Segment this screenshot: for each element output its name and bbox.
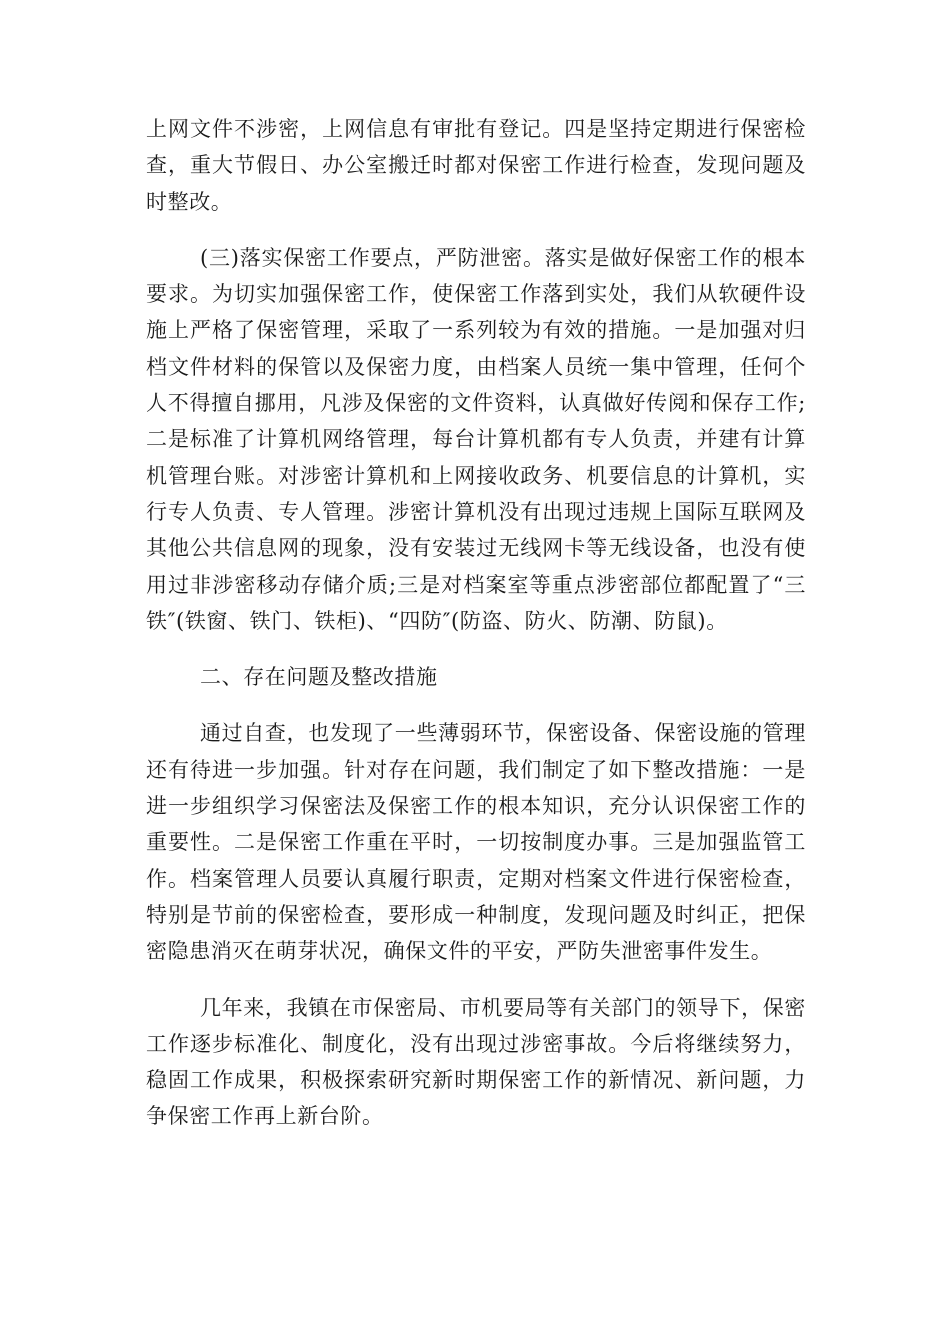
document-page [146, 111, 806, 1135]
paragraph-self-inspection: 通过自查，也发现了一些薄弱环节，保密设备、保密设施的管理还有待进一步加强。针对存在问题，我们制定了如下整改措施：一是进一步组织学习保密法及保密工作的根本知识，充分认识保密工作的重要性。二是保密工作重在平时，一切按制度办事。三是加强监管工作。档案管理人员要认真履行职责，定期对档案文件进行保密检查，特别是节前的保密检查，要形成一种制度，发现问题及时纠正，把保密隐患消灭在萌芽状况，确保文件的平安，严防失泄密事件发生。 [146, 721, 806, 964]
paragraph-section-three: (三)落实保密工作要点，严防泄密。落实是做好保密工作的根本要求。为切实加强保密工作，使保密工作落到实处，我们从软硬件设施上严格了保密管理，采取了一系列较为有效的措施。一是加强对归档文件材料的保管以及保密力度，由档案人员统一集中管理，任何个人不得擅自挪用，凡涉及保密的文件资料，认真做好传阅和保存工作;二是标准了计算机网络管理，每台计算机都有专人负责，并建有计算机管理台账。对涉密计算机和上网接收政务、机要信息的计算机，实行专人负责、专人管理。涉密计算机没有出现过违规上国际互联网及其他公共信息网的现象，没有安装过无线网卡等无线设备，也没有使用过非涉密移动存储介质;三是对档案室等重点涉密部位都配置了“三铁″(铁窗、铁门、铁柜)、“四防″(防盗、防火、防潮、防鼠)。 [146, 245, 806, 633]
paragraph-conclusion: 几年来，我镇在市保密局、市机要局等有关部门的领导下，保密工作逐步标准化、制度化，没有出现过涉密事故。今后将继续努力，稳固工作成果，积极探索研究新时期保密工作的新情况、新问题，力争保密工作再上新台阶。 [146, 995, 806, 1129]
section-heading-problems: 二、存在问题及整改措施 [200, 665, 438, 690]
paragraph-continuation: 上网文件不涉密，上网信息有审批有登记。四是坚持定期进行保密检查，重大节假日、办公室搬迁时都对保密工作进行检查，发现问题及时整改。 [146, 117, 806, 214]
